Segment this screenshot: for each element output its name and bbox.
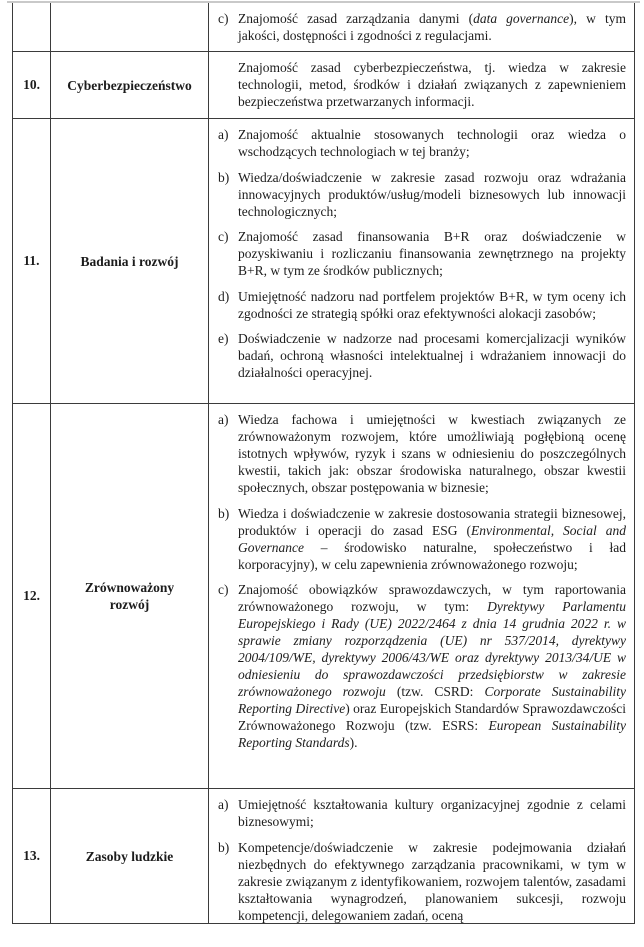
text-segment: – środowisko naturalne, społeczeństwo i ład korporacyjny), w celu zapewnienia zrównoważonego rozwoju; — [238, 539, 626, 572]
list-item — [218, 330, 626, 381]
row-number-cell: 11. — [13, 119, 51, 403]
list-item — [218, 126, 626, 160]
text-segment: Wiedza/doświadczenie w zakresie zasad rozwoju oraz wdrażania innowacyjnych produktów/usług/modeli biznesowych lub innowacji technologicznych; — [238, 169, 626, 219]
list-item — [218, 288, 626, 322]
row-number-cell — [13, 3, 51, 51]
text-segment: Wiedza i doświadczenie w zakresie dostosowania strategii biznesowej, produktów i operacji do zasad ESG ( — [238, 505, 626, 538]
table-row — [13, 3, 634, 51]
text-segment: Wiedza fachowa i umiejętności w kwestiach związanych ze zrównoważonym rozwojem, które umożliwiają pogłębioną ocenę istotnych wpływów, ryzyk i szans w odniesieniu do poszczególnych kwestii, takich jak: obszar środowiska naturalnego, obszar kwestii społecznych, obszar postępowania w biznesie; — [238, 412, 626, 495]
category-name-line2: rozwój — [109, 597, 150, 612]
text-segment: Umiejętność nadzoru nad portfelem projektów B+R, w tym oceny ich zgodności ze strategią spółki oraz efektywności alokacji zasobów; — [238, 288, 626, 321]
text-segment: Kompetencje/doświadczenie w zakresie podejmowania działań niezbędnych do efektywnego zarządzania pracownikami, w tym w zakresie związanym z identyfikowaniem, rozwojem talentów, zasadami kształtowania wynagrodzeń, planowaniem sukcesji, rozwoju kompetencji, delegowaniem zadań, oceną — [238, 839, 626, 923]
item-marker: c) — [218, 582, 229, 597]
list-item — [218, 411, 626, 496]
table-row — [13, 51, 634, 118]
item-marker: c) — [218, 11, 229, 26]
row-name-cell — [51, 404, 209, 788]
row-name-cell — [51, 52, 209, 118]
text-segment: Znajomość zasad finansowania B+R oraz doświadczenie w pozyskiwaniu i rozliczaniu finansowania zewnętrznego na projekty B+R, w tym ze środków publicznych; — [238, 229, 626, 278]
text-segment-italic: Dyrektywy Parlamentu Europejskiego i Rady (UE) 2022/2464 z dnia 14 grudnia 2022 r. w sprawie zmiany rozporządzenia (UE) nr 537/2014, dyrektywy 2004/109/WE, dyrektywy 2006/43/WE oraz dyrektywy 2013/34/UE w odniesieniu do sprawozdawczości przedsiębiorstw w zakresie zrównoważonego rozwoju — [238, 599, 626, 699]
competency-table — [12, 3, 635, 924]
text-segment: ). — [349, 735, 358, 750]
text-segment: Znajomość aktualnie stosowanych technologii oraz wiedza o wschodzących technologiach w tej branży; — [238, 127, 626, 159]
item-marker: b) — [218, 169, 230, 185]
list-item — [218, 505, 626, 573]
text-segment: ) oraz Europejskich Standardów Sprawozdawczości Zrównoważonego Rozwoju (tzw. ESRS: — [238, 701, 627, 733]
text-segment: Umiejętność kształtowania kultury organizacyjnej zgodnie z celami biznesowymi; — [238, 797, 626, 829]
row-content-cell — [209, 3, 634, 51]
row-number-cell: 13. — [13, 789, 51, 923]
list-item — [218, 839, 626, 924]
category-name: Zasoby ludzkie — [85, 848, 174, 864]
text-segment: Znajomość zasad zarządzania danymi ( — [238, 11, 474, 26]
row-name-cell — [51, 119, 209, 403]
list-item — [218, 169, 626, 220]
row-content-cell — [209, 789, 634, 923]
text-segment-italic: European Sustainability Reporting Standards — [238, 718, 626, 750]
text-segment: (tzw. CSRD: — [385, 684, 485, 699]
list-item — [218, 796, 626, 830]
text-segment-italic: Corporate Sustainability Reporting Directive — [238, 684, 626, 716]
list-item — [218, 59, 626, 110]
text-segment-italic: data governance — [473, 11, 570, 26]
item-marker: a) — [218, 797, 229, 812]
item-marker: d) — [218, 288, 230, 304]
table-row — [13, 118, 634, 403]
text-segment: Znajomość obowiązków sprawozdawczych, w tym raportowania zrównoważonego rozwoju, w tym: — [238, 582, 626, 614]
list-item — [218, 581, 626, 751]
row-name-cell — [51, 3, 209, 51]
table-row — [13, 788, 634, 923]
row-content-cell — [209, 404, 634, 788]
item-marker: a) — [218, 127, 229, 142]
list-item — [218, 228, 626, 279]
text-segment: ), w tym jakości, dostępności i zgodności z regulacjami. — [238, 11, 626, 43]
row-content-cell — [209, 119, 634, 403]
category-name: Zrównoważony — [84, 580, 175, 595]
table-row — [13, 403, 634, 788]
category-name: Cyberbezpieczeństwo — [67, 77, 192, 93]
text-segment-italic: Environmental, Social and Governance — [238, 522, 626, 555]
item-marker: a) — [218, 412, 229, 427]
list-item — [218, 10, 626, 44]
text-segment: Doświadczenie w nadzorze nad procesami komercjalizacji wyników badań, ochroną własności intelektualnej i wdrażaniem innowacji do działalności operacyjnej. — [238, 331, 626, 380]
row-number-cell: 10. — [13, 52, 51, 118]
item-marker: c) — [218, 229, 229, 244]
item-marker: e) — [218, 331, 229, 346]
row-content-cell — [209, 52, 634, 118]
row-name-cell — [51, 789, 209, 923]
row-number-cell: 12. — [13, 404, 51, 788]
text-segment: Znajomość zasad cyberbezpieczeństwa, tj. wiedza w zakresie technologii, metod, środków i działań związanych z zapewnieniem bezpieczeństwa przetwarzanych informacji. — [238, 60, 626, 109]
item-marker: b) — [218, 505, 230, 521]
item-marker: b) — [218, 839, 230, 855]
category-name: Badania i rozwój — [80, 253, 179, 269]
